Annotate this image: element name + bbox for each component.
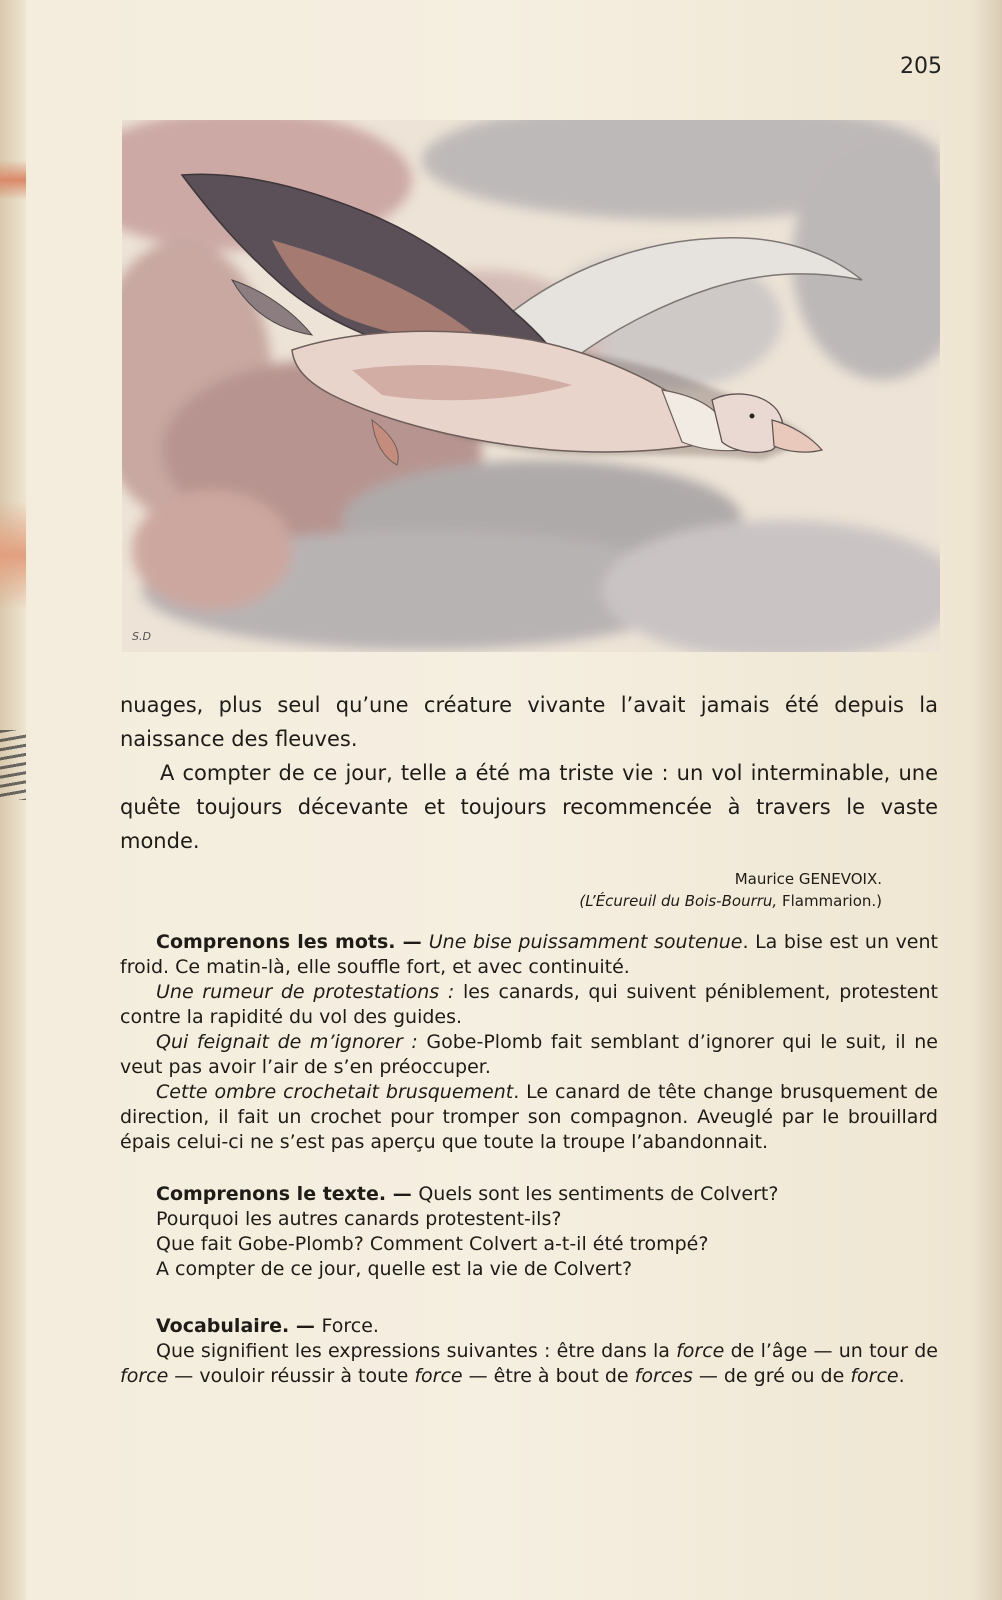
question-3: Que fait Gobe-Plomb? Comment Colvert a-t-il été trompé? bbox=[156, 1233, 709, 1255]
vocab-text: — vouloir réussir à toute bbox=[168, 1365, 415, 1387]
edge-stain bbox=[0, 730, 26, 800]
author-name: Maurice GENEVOIX. bbox=[734, 870, 882, 888]
mots-entry-1 bbox=[120, 930, 938, 980]
edge-stain bbox=[0, 160, 26, 200]
definition: . La bise est un vent froid. Ce matin-là, elle souffle fort, et avec continuité. bbox=[120, 931, 938, 978]
section-vocabulaire bbox=[120, 1314, 938, 1389]
vocab-topic: Force. bbox=[321, 1315, 379, 1337]
page-number: 205 bbox=[900, 54, 942, 79]
vocab-word: force bbox=[414, 1365, 463, 1387]
question-2: Pourquoi les autres canards protestent-ils? bbox=[156, 1208, 562, 1230]
illustrator-signature: S.D bbox=[132, 630, 151, 643]
body-paragraph-2: A compter de ce jour, telle a été ma triste vie : un vol interminable, une quête toujours décevante et toujours recommencée à travers le vaste monde. bbox=[120, 761, 938, 853]
definition: . Le canard de tête change brusquement de direction, il fait un crochet pour tromper son compagnon. Aveuglé par le brouillard épais celui-ci ne s’est pas aperçu que toute la troupe l’abandonnait. bbox=[120, 1081, 938, 1153]
vocab-text: . bbox=[898, 1365, 905, 1387]
term: Une rumeur de protestations : bbox=[156, 981, 455, 1003]
source-title: (L’Écureuil du Bois-Bourru, bbox=[579, 892, 778, 910]
vocab-text: de l’âge — un tour de bbox=[724, 1340, 938, 1362]
duck-illustration bbox=[122, 120, 940, 652]
source-line bbox=[579, 890, 882, 912]
section-heading: Vocabulaire. — bbox=[156, 1315, 322, 1337]
vocab-word: force bbox=[676, 1340, 725, 1362]
term: Qui feignait de m’ignorer : bbox=[156, 1031, 418, 1053]
body-paragraph-1: nuages, plus seul qu’une créature vivante l’avait jamais été depuis la naissance des fleuves. bbox=[120, 693, 938, 751]
section-heading: Comprenons les mots. — bbox=[156, 931, 429, 953]
question-4: A compter de ce jour, quelle est la vie de Colvert? bbox=[156, 1258, 633, 1280]
section-comprenons-le-texte bbox=[120, 1182, 938, 1282]
term: Une bise puissamment soutenue bbox=[428, 931, 743, 953]
vocab-text: — être à bout de bbox=[462, 1365, 635, 1387]
question-text: Quels sont les sentiments de Colvert? bbox=[418, 1183, 779, 1205]
vocab-word: force bbox=[850, 1365, 899, 1387]
vocab-text: Que signifient les expressions suivantes : être dans la bbox=[156, 1340, 677, 1362]
question-1 bbox=[120, 1182, 938, 1207]
term: Cette ombre crochetait brusquement bbox=[156, 1081, 514, 1103]
duck-flying-image bbox=[122, 120, 940, 652]
section-heading: Comprenons le texte. — bbox=[156, 1183, 419, 1205]
attribution bbox=[579, 868, 882, 912]
definition: Gobe-Plomb fait semblant d’ignorer qui le suit, il ne veut pas avoir l’air de s’en préoccuper. bbox=[120, 1031, 938, 1078]
edge-stain bbox=[0, 500, 26, 610]
page-binding-edge bbox=[0, 0, 26, 1600]
mots-entry-4 bbox=[120, 1080, 938, 1155]
vocab-text: — de gré ou de bbox=[692, 1365, 851, 1387]
publisher: Flammarion.) bbox=[777, 892, 882, 910]
vocab-heading-line bbox=[120, 1314, 938, 1339]
mots-entry-3 bbox=[120, 1030, 938, 1080]
vocab-word: forces bbox=[634, 1365, 693, 1387]
definition: les canards, qui suivent péniblement, protestent contre la rapidité du vol des guides. bbox=[120, 981, 938, 1028]
vocab-expressions bbox=[120, 1339, 938, 1389]
section-comprenons-les-mots bbox=[120, 930, 938, 1155]
mots-entry-2 bbox=[120, 980, 938, 1030]
vocab-word: force bbox=[120, 1365, 169, 1387]
